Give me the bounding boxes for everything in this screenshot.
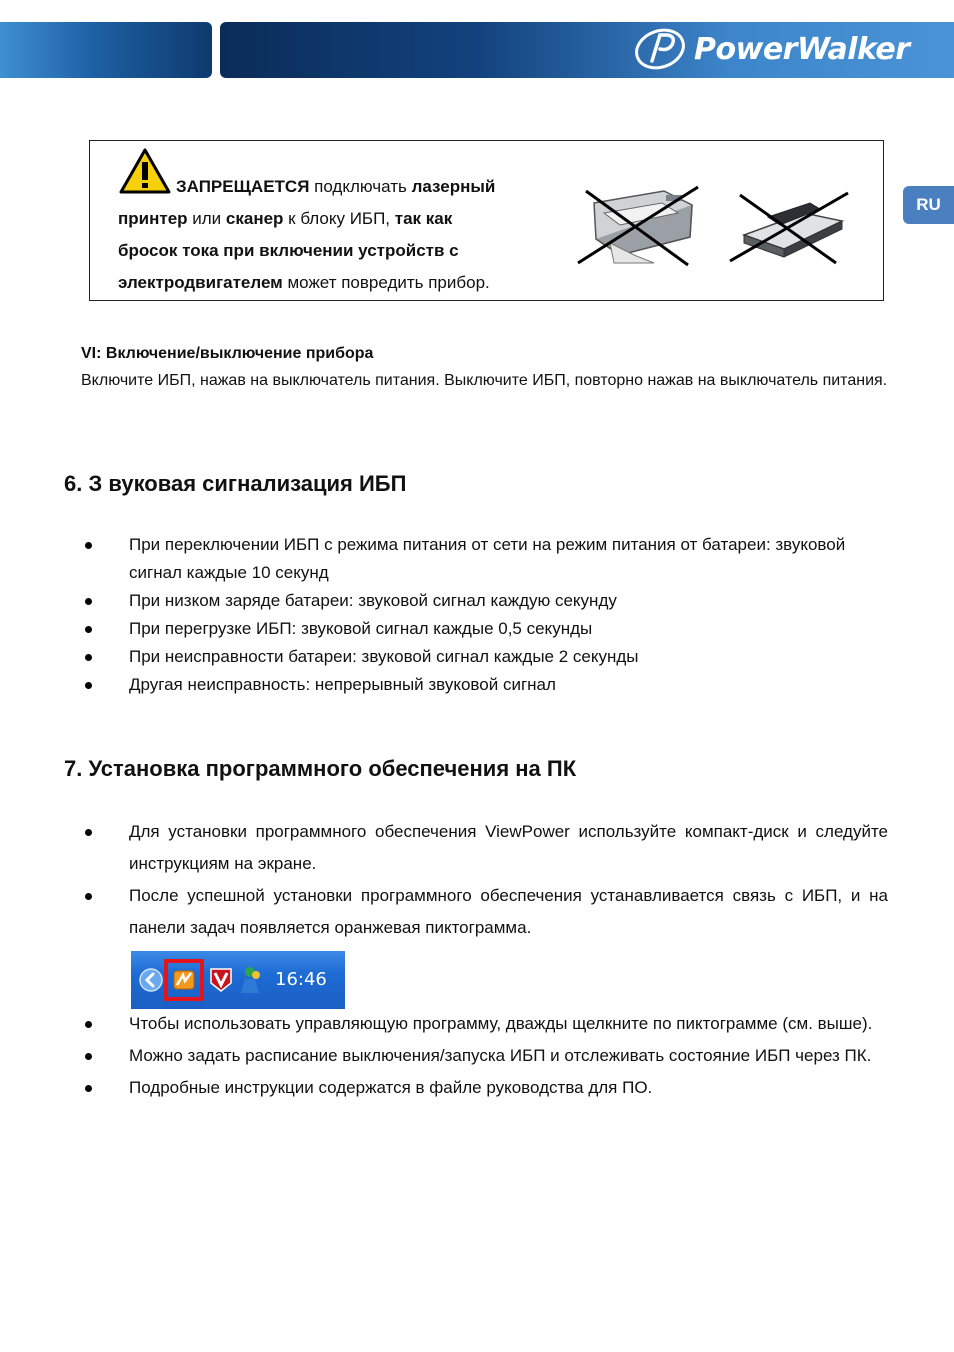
antivirus-tray-icon[interactable] <box>209 967 233 993</box>
language-tab-ru[interactable]: RU <box>903 186 954 224</box>
list-item: Для установки программного обеспечения ViewPower используйте компакт-диск и следуйте инструкциям на экране. <box>81 816 888 880</box>
section7-list-b <box>81 1008 888 1104</box>
warning-text-part: к блоку ИБП, <box>283 209 395 228</box>
warning-text-part: бросок тока при включении устройств с <box>118 241 459 260</box>
section7-title: 7. Установка программного обеспечения на ПК <box>64 756 577 781</box>
warning-text-part: или <box>187 209 226 228</box>
ups-tray-icon[interactable] <box>171 967 197 993</box>
warning-text-part: электродвигателем <box>118 273 283 292</box>
powerwalker-logo-icon <box>632 27 688 71</box>
warning-text-part: сканер <box>225 209 284 228</box>
warning-text-part: принтер <box>118 209 188 228</box>
warning-forbidden-label: ЗАПРЕЩАЕТСЯ <box>176 177 310 196</box>
section-vi-text: Включите ИБП, нажав на выключатель питания. Выключите ИБП, повторно нажав на выключатель питания. <box>81 372 888 389</box>
section-vi-title: VI: Включение/выключение прибора <box>81 345 374 362</box>
powerwalker-logo <box>632 26 942 72</box>
warning-text-part: так как <box>394 209 453 228</box>
section6-list <box>81 531 851 699</box>
warning-text <box>118 171 538 299</box>
warning-box <box>89 140 884 301</box>
list-item: Чтобы использовать управляющую программу, дважды щелкните по пиктограмме (см. выше). <box>81 1008 888 1040</box>
section6-title: 6. З вуковая сигнализация ИБП <box>64 471 407 496</box>
list-item: При переключении ИБП с режима питания от сети на режим питания от батареи: звуковой сигнал каждые 10 секунд <box>81 531 851 587</box>
warning-text-part: подключать <box>309 177 412 196</box>
warning-text-part: лазерный <box>411 177 496 196</box>
list-item: После успешной установки программного обеспечения устанавливается связь с ИБП, и на панели задач появляется оранжевая пиктограмма. <box>81 880 888 944</box>
taskbar-screenshot <box>131 951 345 1009</box>
taskbar-clock: 16:46 <box>275 969 327 990</box>
warning-text-part: может повредить прибор. <box>282 273 490 292</box>
list-item: Другая неисправность: непрерывный звуковой сигнал <box>81 671 851 699</box>
list-item: При перегрузке ИБП: звуковой сигнал каждые 0,5 секунды <box>81 615 851 643</box>
list-item: При низком заряде батареи: звуковой сигнал каждую секунду <box>81 587 851 615</box>
section7-list-a <box>81 816 888 944</box>
messenger-tray-icon[interactable] <box>237 965 263 995</box>
chevron-left-icon <box>139 967 163 993</box>
list-item: При неисправности батареи: звуковой сигнал каждые 2 секунды <box>81 643 851 671</box>
logo-text: PowerWalker <box>694 31 910 67</box>
list-item: Подробные инструкции содержатся в файле руководства для ПО. <box>81 1072 888 1104</box>
header-band-left <box>0 22 212 78</box>
crossed-scanner-icon <box>724 191 854 265</box>
list-item: Можно задать расписание выключения/запуска ИБП и отслеживать состояние ИБП через ПК. <box>81 1040 888 1072</box>
crossed-printer-icon <box>574 183 704 267</box>
